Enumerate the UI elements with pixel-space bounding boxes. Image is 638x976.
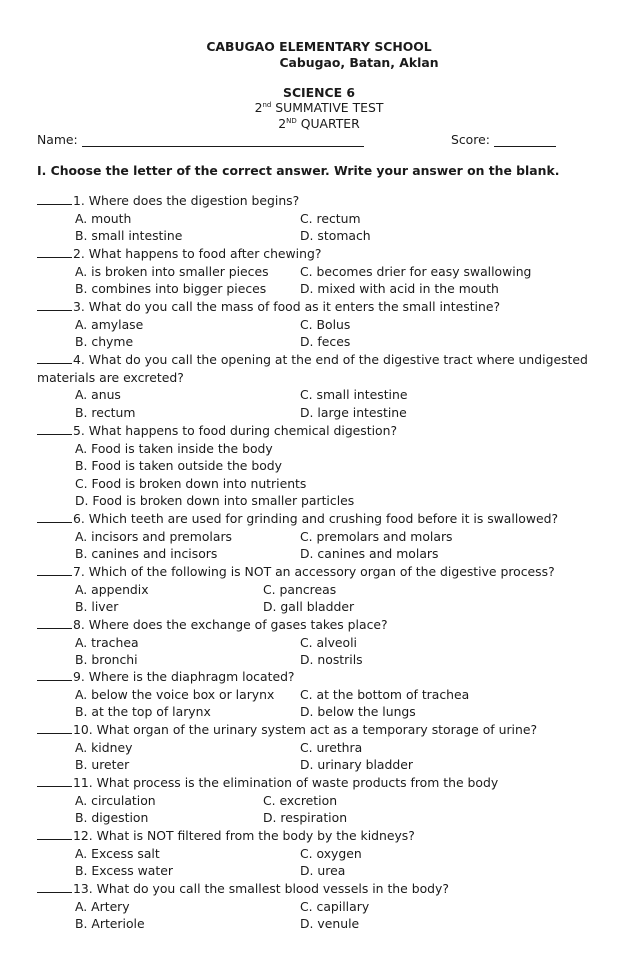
score-label: Score: bbox=[451, 132, 490, 147]
question-text: 13. What do you call the smallest blood vessels in the body? bbox=[73, 881, 449, 896]
option-b: B. ureter bbox=[75, 757, 130, 773]
name-blank[interactable] bbox=[82, 146, 364, 147]
option-c: C. Food is broken down into nutrients bbox=[75, 475, 307, 491]
answer-blank[interactable] bbox=[37, 775, 72, 787]
answer-blank[interactable] bbox=[37, 722, 72, 734]
option-d: D. stomach bbox=[300, 228, 371, 244]
question-7 bbox=[37, 564, 555, 579]
option-b: B. chyme bbox=[75, 334, 134, 350]
question-text: 8. Where does the exchange of gases takes place? bbox=[73, 617, 388, 632]
score-blank[interactable] bbox=[494, 146, 556, 147]
question-9 bbox=[37, 669, 295, 684]
question-text: 10. What organ of the urinary system act as a temporary storage of urine? bbox=[73, 722, 538, 737]
answer-blank[interactable] bbox=[37, 617, 72, 629]
quarter-ordinal: ND bbox=[286, 117, 297, 125]
option-d: D. mixed with acid in the mouth bbox=[300, 281, 499, 297]
option-d: D. urinary bladder bbox=[300, 757, 413, 773]
option-c: C. rectum bbox=[300, 210, 361, 226]
option-b: B. Excess water bbox=[75, 863, 173, 879]
option-a: A. incisors and premolars bbox=[75, 528, 233, 544]
option-a: A. Artery bbox=[75, 898, 130, 914]
option-c: C. small intestine bbox=[300, 387, 408, 403]
question-text: 7. Which of the following is NOT an accessory organ of the digestive process? bbox=[73, 564, 555, 579]
option-b: B. rectum bbox=[75, 404, 136, 420]
question-12 bbox=[37, 828, 415, 843]
answer-blank[interactable] bbox=[37, 193, 72, 205]
test-title bbox=[0, 100, 638, 115]
question-text-continued: materials are excreted? bbox=[37, 369, 184, 385]
option-b: B. canines and incisors bbox=[75, 546, 218, 562]
option-d: D. urea bbox=[300, 863, 346, 879]
option-c: C. alveoli bbox=[300, 634, 357, 650]
option-d: D. Food is broken down into smaller particles bbox=[75, 493, 355, 509]
answer-blank[interactable] bbox=[37, 299, 72, 311]
quarter-title bbox=[0, 116, 638, 131]
quarter-number: 2 bbox=[278, 116, 287, 131]
option-b: B. bronchi bbox=[75, 652, 138, 668]
option-d: D. canines and molars bbox=[300, 546, 439, 562]
subject-title: SCIENCE 6 bbox=[283, 85, 355, 100]
option-b: B. combines into bigger pieces bbox=[75, 281, 267, 297]
option-d: D. below the lungs bbox=[300, 704, 416, 720]
option-a: A. anus bbox=[75, 387, 121, 403]
answer-blank[interactable] bbox=[37, 511, 72, 523]
question-text: 9. Where is the diaphragm located? bbox=[73, 669, 295, 684]
option-c: C. at the bottom of trachea bbox=[300, 686, 470, 702]
instructions: I. Choose the letter of the correct answer. Write your answer on the blank. bbox=[37, 163, 560, 178]
option-a: A. kidney bbox=[75, 739, 133, 755]
option-a: A. trachea bbox=[75, 634, 139, 650]
quarter-label: QUARTER bbox=[296, 116, 360, 131]
school-location: Cabugao, Batan, Aklan bbox=[279, 55, 439, 70]
option-c: C. excretion bbox=[263, 792, 338, 808]
question-text: 2. What happens to food after chewing? bbox=[73, 246, 322, 261]
question-text: 4. What do you call the opening at the end of the digestive tract where undigested bbox=[73, 352, 588, 367]
question-text: 11. What process is the elimination of waste products from the body bbox=[73, 775, 499, 790]
question-4 bbox=[37, 352, 588, 367]
option-b: B. small intestine bbox=[75, 228, 183, 244]
question-13 bbox=[37, 881, 449, 896]
answer-blank[interactable] bbox=[37, 564, 72, 576]
question-8 bbox=[37, 617, 388, 632]
option-d: D. feces bbox=[300, 334, 351, 350]
option-a: A. Food is taken inside the body bbox=[75, 440, 273, 456]
question-2 bbox=[37, 246, 321, 261]
answer-blank[interactable] bbox=[37, 669, 72, 681]
option-a: A. is broken into smaller pieces bbox=[75, 263, 269, 279]
option-a: A. appendix bbox=[75, 581, 149, 597]
question-5 bbox=[37, 423, 397, 438]
option-a: A. Excess salt bbox=[75, 845, 160, 861]
option-b: B. digestion bbox=[75, 810, 149, 826]
option-a: A. mouth bbox=[75, 210, 132, 226]
option-d: D. venule bbox=[300, 916, 360, 932]
school-name: CABUGAO ELEMENTARY SCHOOL bbox=[206, 39, 432, 54]
option-d: D. nostrils bbox=[300, 652, 363, 668]
name-label: Name: bbox=[37, 132, 78, 147]
question-1 bbox=[37, 193, 299, 208]
answer-blank[interactable] bbox=[37, 246, 72, 258]
question-3 bbox=[37, 299, 500, 314]
option-a: A. below the voice box or larynx bbox=[75, 686, 275, 702]
answer-blank[interactable] bbox=[37, 352, 72, 364]
question-text: 3. What do you call the mass of food as it enters the small intestine? bbox=[73, 299, 501, 314]
answer-blank[interactable] bbox=[37, 828, 72, 840]
test-number: 2 bbox=[254, 100, 263, 115]
option-c: C. urethra bbox=[300, 739, 363, 755]
question-text: 6. Which teeth are used for grinding and crushing food before it is swallowed? bbox=[73, 511, 559, 526]
option-b: B. at the top of larynx bbox=[75, 704, 211, 720]
option-d: D. gall bladder bbox=[263, 599, 355, 615]
option-c: C. premolars and molars bbox=[300, 528, 453, 544]
option-c: C. Bolus bbox=[300, 316, 351, 332]
answer-blank[interactable] bbox=[37, 423, 72, 435]
test-label: SUMMATIVE TEST bbox=[271, 100, 384, 115]
option-a: A. amylase bbox=[75, 316, 144, 332]
option-b: B. liver bbox=[75, 599, 119, 615]
option-c: C. becomes drier for easy swallowing bbox=[300, 263, 532, 279]
option-d: D. large intestine bbox=[300, 404, 407, 420]
question-11 bbox=[37, 775, 498, 790]
question-text: 5. What happens to food during chemical digestion? bbox=[73, 423, 398, 438]
option-a: A. circulation bbox=[75, 792, 156, 808]
option-b: B. Food is taken outside the body bbox=[75, 458, 282, 474]
option-d: D. respiration bbox=[263, 810, 348, 826]
option-b: B. Arteriole bbox=[75, 916, 145, 932]
question-10 bbox=[37, 722, 537, 737]
test-ordinal: nd bbox=[262, 101, 272, 109]
option-c: C. pancreas bbox=[263, 581, 337, 597]
question-text: 1. Where does the digestion begins? bbox=[73, 193, 300, 208]
question-6 bbox=[37, 511, 558, 526]
option-c: C. oxygen bbox=[300, 845, 362, 861]
question-text: 12. What is NOT filtered from the body by the kidneys? bbox=[73, 828, 415, 843]
option-c: C. capillary bbox=[300, 898, 370, 914]
answer-blank[interactable] bbox=[37, 881, 72, 893]
